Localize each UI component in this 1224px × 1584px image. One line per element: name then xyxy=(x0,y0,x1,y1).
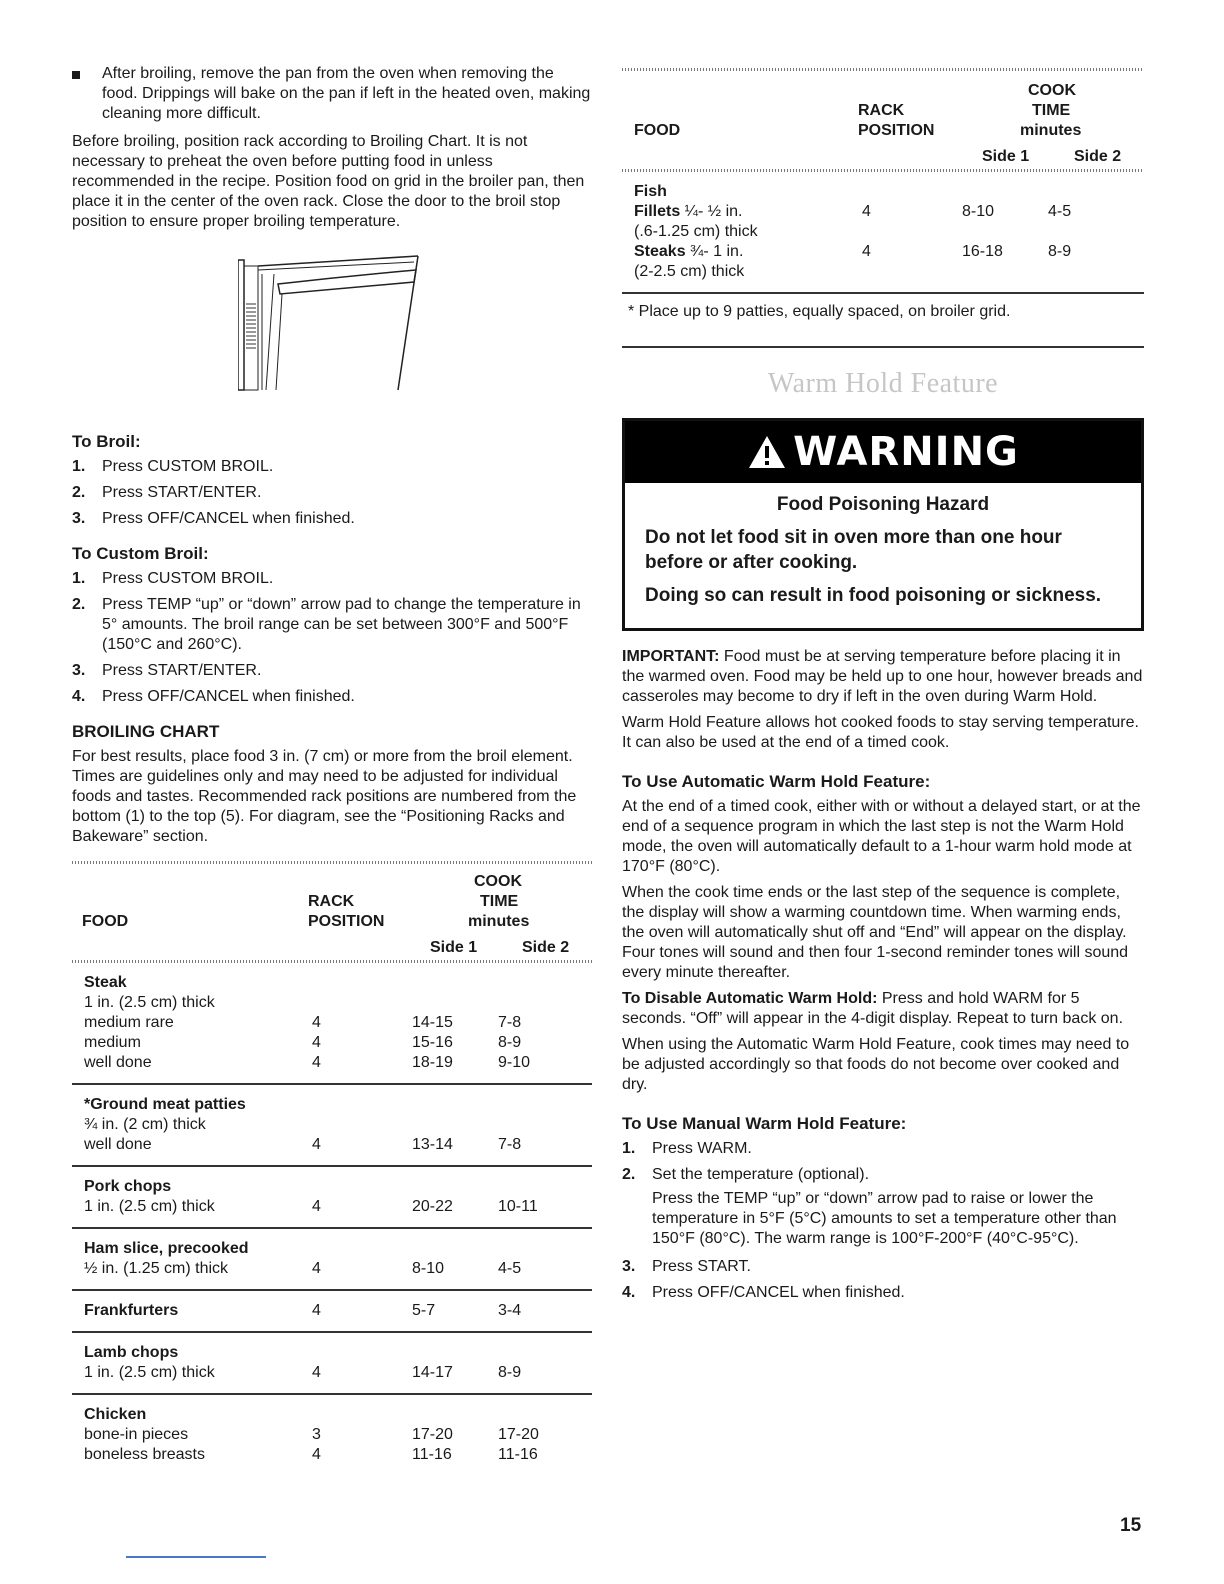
table-line xyxy=(72,1135,592,1155)
broil-tip-bullet: After broiling, remove the pan from the oven when removing the food. Drippings will bake on the pan if left in the heated oven, making cleaning more difficult. xyxy=(72,64,592,124)
table-cell: 4 xyxy=(312,1136,321,1153)
manual-step-2-detail: Press the TEMP “up” or “down” arrow pad to raise or lower the temperature in 5°F (5°C) amounts to set a temperature other than 150°F (80°C). The warm range is 100°F-200°F (40°C-95°C). xyxy=(652,1190,1117,1247)
table-cell xyxy=(498,993,578,1013)
table-row xyxy=(72,1333,592,1395)
table-cell xyxy=(412,1115,498,1135)
footnote: * Place up to 9 patties, equally spaced, on broiler grid. xyxy=(628,303,1011,320)
table-row xyxy=(72,1229,592,1291)
table-header xyxy=(72,864,592,960)
table-line xyxy=(622,182,1144,202)
to-custom-broil-title: To Custom Broil: xyxy=(72,544,209,563)
table-line xyxy=(622,262,1144,282)
table-cell: *Ground meat patties xyxy=(84,1096,246,1113)
list-item: 3. Press START. xyxy=(622,1258,751,1275)
table-cell: 4-5 xyxy=(498,1260,522,1277)
table-cell: ½ in. (1.25 cm) thick xyxy=(84,1260,229,1277)
table-cell: 8-9 xyxy=(498,1034,522,1051)
broil-table-body xyxy=(72,963,592,1475)
table-cell xyxy=(856,182,962,202)
table-cell xyxy=(306,1115,412,1135)
header-time: TIME xyxy=(480,893,519,910)
table-line xyxy=(622,222,1144,242)
table-cell: 4 xyxy=(312,1014,321,1031)
table-line xyxy=(72,1013,592,1033)
table-cell: 3 xyxy=(312,1426,321,1443)
section-title: Warm Hold Feature xyxy=(767,368,999,399)
bullet-square-icon xyxy=(72,71,80,79)
table-cell xyxy=(856,222,962,242)
table-cell: 16-18 xyxy=(962,243,1003,260)
list-item: 4. Press OFF/CANCEL when finished. xyxy=(622,1284,905,1301)
table-cell: boneless breasts xyxy=(84,1446,205,1463)
table-cell: well done xyxy=(84,1136,152,1153)
table-line xyxy=(72,1301,592,1321)
table-cell: 4 xyxy=(312,1302,321,1319)
table-cell: 17-20 xyxy=(498,1426,539,1443)
list-item: 2. Press START/ENTER. xyxy=(72,484,262,501)
table-cell: Fish xyxy=(634,183,667,200)
table-cell: 20-22 xyxy=(412,1198,453,1215)
table-cell: 1 in. (2.5 cm) thick xyxy=(84,1198,215,1215)
table-cell: Ham slice, precooked xyxy=(84,1240,249,1257)
to-custom-broil-steps xyxy=(72,569,592,707)
list-item: 2. Press TEMP “up” or “down” arrow pad to change the temperature in 5° amounts. The broil range can be set between 300°F and 500°F (150°C and 260°C). xyxy=(72,596,581,653)
table-line xyxy=(72,993,592,1013)
table-cell: 4 xyxy=(312,1364,321,1381)
table-row xyxy=(72,1167,592,1229)
warning-box xyxy=(622,418,1144,631)
table-line xyxy=(72,1197,592,1217)
table-cell xyxy=(412,1343,498,1363)
fish-chart-table xyxy=(622,68,1144,292)
table-cell: bone-in pieces xyxy=(84,1426,189,1443)
table-cell xyxy=(498,1177,578,1197)
table-cell xyxy=(1048,262,1128,282)
table-cell: 1 in. (2.5 cm) thick xyxy=(84,994,215,1011)
table-cell: 8-9 xyxy=(498,1364,522,1381)
table-line xyxy=(72,1053,592,1073)
table-cell xyxy=(498,1343,578,1363)
table-cell: Pork chops xyxy=(84,1178,172,1195)
header-rack: RACK xyxy=(858,102,905,119)
table-header xyxy=(622,71,1144,169)
table-line xyxy=(72,1033,592,1053)
important-note: IMPORTANT: Food must be at serving temperature before placing it in the warmed oven. Food may be held up to one hour, however breads and casseroles may become to dry if left in the oven during Warm Hold. xyxy=(622,648,1143,705)
table-line xyxy=(622,242,1144,262)
table-cell: ¾ in. (2 cm) thick xyxy=(84,1116,206,1133)
table-cell: Lamb chops xyxy=(84,1344,179,1361)
section-rule xyxy=(622,346,1144,348)
table-cell xyxy=(306,973,412,993)
table-cell: 11-16 xyxy=(498,1446,538,1463)
table-line xyxy=(72,1445,592,1465)
list-item: 1. Press CUSTOM BROIL. xyxy=(72,570,274,587)
table-cell: 13-14 xyxy=(412,1136,453,1153)
manual-warm-title: To Use Manual Warm Hold Feature: xyxy=(622,1114,907,1133)
list-item: 3. Press OFF/CANCEL when finished. xyxy=(72,510,355,527)
table-cell xyxy=(498,1115,578,1135)
warning-line-2: Doing so can result in food poisoning or sickness. xyxy=(645,585,1102,606)
feature-description: Warm Hold Feature allows hot cooked foods to stay serving temperature. It can also be used at the end of a timed cook. xyxy=(622,714,1139,751)
header-time: TIME xyxy=(1032,102,1071,119)
table-cell: 14-15 xyxy=(412,1014,453,1031)
table-cell xyxy=(498,1239,578,1259)
auto-warm-p2: When the cook time ends or the last step of the sequence is complete, the display will show a warming countdown time. When warming ends, the oven will automatically shut off and “End” will appear on the display. Four tones will sound and then four 1-second reminder tones will sound every minute thereafter. xyxy=(622,884,1129,981)
manual-warm-steps xyxy=(622,1139,1144,1303)
table-cell: Steaks ¾- 1 in. xyxy=(634,243,744,260)
table-cell xyxy=(498,1095,578,1115)
table-cell: 5-7 xyxy=(412,1302,436,1319)
table-cell xyxy=(412,993,498,1013)
table-cell: (.6-1.25 cm) thick xyxy=(634,223,758,240)
table-row xyxy=(72,1291,592,1333)
header-side2: Side 2 xyxy=(1074,148,1122,165)
table-line xyxy=(72,1239,592,1259)
broiling-chart-table xyxy=(72,861,592,1475)
header-minutes: minutes xyxy=(1020,122,1082,139)
header-side1: Side 1 xyxy=(982,148,1030,165)
header-position: POSITION xyxy=(858,122,935,139)
right-column xyxy=(622,68,1144,1309)
table-cell xyxy=(306,1405,412,1425)
fish-table-body xyxy=(622,172,1144,292)
warning-header xyxy=(625,421,1141,483)
table-cell xyxy=(306,993,412,1013)
broiling-chart-intro: For best results, place food 3 in. (7 cm) or more from the broil element. Times are guidelines only and may need to be adjusted for individual foods and tastes. Recommended rack positions are numbered from the bottom (1) to the top (5). For diagram, see the “Positioning Racks and Bakeware” section. xyxy=(72,748,577,845)
table-line xyxy=(72,973,592,993)
list-item: 2. Set the temperature (optional). Press the TEMP “up” or “down” arrow pad to raise or lower the temperature in 5°F (5°C) amounts to set a temperature other than 150°F (80°C). The warm range is 100°F-200°F (40°C-95°C). xyxy=(622,1165,1144,1249)
table-cell xyxy=(498,973,578,993)
left-column xyxy=(72,64,592,1475)
table-cell xyxy=(306,1239,412,1259)
table-cell xyxy=(412,1405,498,1425)
table-cell: 4 xyxy=(312,1054,321,1071)
table-line xyxy=(72,1343,592,1363)
table-row xyxy=(72,1395,592,1475)
header-cook: COOK xyxy=(474,873,522,890)
table-cell: Frankfurters xyxy=(84,1302,179,1319)
table-cell xyxy=(306,1343,412,1363)
header-side2: Side 2 xyxy=(522,939,570,956)
table-line xyxy=(72,1115,592,1135)
header-food: FOOD xyxy=(82,913,129,930)
table-cell: 8-9 xyxy=(1048,243,1072,260)
broiling-chart-title: BROILING CHART xyxy=(72,722,220,741)
list-item: 3. Press START/ENTER. xyxy=(72,662,262,679)
blue-underline xyxy=(126,1556,266,1558)
warning-triangle-icon xyxy=(747,434,787,470)
oven-door-icon xyxy=(238,254,428,396)
header-side1: Side 1 xyxy=(430,939,478,956)
table-line xyxy=(622,202,1144,222)
table-cell: 11-16 xyxy=(412,1446,452,1463)
header-rack: RACK xyxy=(308,893,355,910)
table-cell: 7-8 xyxy=(498,1014,522,1031)
to-broil-title: To Broil: xyxy=(72,432,141,451)
table-cell xyxy=(498,1405,578,1425)
table-cell xyxy=(306,1095,412,1115)
header-cook: COOK xyxy=(1028,82,1076,99)
table-cell: 4-5 xyxy=(1048,203,1072,220)
table-cell: 8-10 xyxy=(962,203,995,220)
disable-auto-warm: To Disable Automatic Warm Hold: Press and hold WARM for 5 seconds. “Off” will appear in the 4-digit display. Repeat to turn back on. xyxy=(622,990,1124,1027)
table-line xyxy=(72,1425,592,1445)
header-food: FOOD xyxy=(634,122,681,139)
header-position: POSITION xyxy=(308,913,385,930)
table-row xyxy=(622,172,1144,292)
table-cell: 4 xyxy=(862,243,871,260)
table-cell xyxy=(412,1239,498,1259)
table-line xyxy=(72,1095,592,1115)
table-cell: 7-8 xyxy=(498,1136,522,1153)
list-item: 1. Press CUSTOM BROIL. xyxy=(72,458,274,475)
table-cell: 4 xyxy=(312,1260,321,1277)
table-cell xyxy=(1048,222,1128,242)
table-cell: medium xyxy=(84,1034,141,1051)
table-cell xyxy=(306,1177,412,1197)
table-cell: Fillets ¼- ½ in. xyxy=(634,203,743,220)
table-line xyxy=(72,1363,592,1383)
warning-body xyxy=(625,483,1141,628)
warning-label: WARNING xyxy=(793,429,1019,475)
table-cell: 10-11 xyxy=(498,1198,538,1215)
table-cell xyxy=(412,973,498,993)
table-cell: Steak xyxy=(84,974,127,991)
table-cell: 4 xyxy=(312,1034,321,1051)
table-line xyxy=(72,1177,592,1197)
table-cell xyxy=(962,222,1048,242)
table-cell xyxy=(412,1177,498,1197)
table-line xyxy=(72,1405,592,1425)
auto-warm-p3: When using the Automatic Warm Hold Feature, cook times may need to be adjusted accordingly so that foods do not become over cooked and dry. xyxy=(622,1036,1130,1093)
page-number: 15 xyxy=(1120,1515,1142,1536)
table-cell: 4 xyxy=(312,1198,321,1215)
table-cell: 3-4 xyxy=(498,1302,522,1319)
table-cell: 9-10 xyxy=(498,1054,531,1071)
table-row xyxy=(72,963,592,1085)
table-cell: medium rare xyxy=(84,1014,174,1031)
header-minutes: minutes xyxy=(468,913,530,930)
table-cell: 14-17 xyxy=(412,1364,453,1381)
table-row xyxy=(72,1085,592,1167)
table-cell: 8-10 xyxy=(412,1260,445,1277)
table-line xyxy=(72,1259,592,1279)
table-cell: 1 in. (2.5 cm) thick xyxy=(84,1364,215,1381)
table-cell: 4 xyxy=(312,1446,321,1463)
warning-line-1: Do not let food sit in oven more than one hour before or after cooking. xyxy=(645,527,1062,573)
table-cell xyxy=(1048,182,1128,202)
to-broil-steps xyxy=(72,457,592,529)
table-cell: 4 xyxy=(862,203,871,220)
table-cell xyxy=(412,1095,498,1115)
table-cell: 15-16 xyxy=(412,1034,453,1051)
table-cell xyxy=(962,262,1048,282)
oven-door-broil-stop-illustration xyxy=(238,254,592,401)
table-bottom-rule xyxy=(622,292,1144,294)
list-item: 4. Press OFF/CANCEL when finished. xyxy=(72,688,355,705)
table-cell: (2-2.5 cm) thick xyxy=(634,263,745,280)
auto-warm-p1: At the end of a timed cook, either with or without a delayed start, or at the end of a sequence program in which the last step is not the Warm Hold mode, the oven will automatically default to a 1-hour warm hold mode at 170°F (80°C). xyxy=(622,798,1141,875)
table-cell xyxy=(962,182,1048,202)
list-item: 1. Press WARM. xyxy=(622,1140,752,1157)
broil-intro: Before broiling, position rack according to Broiling Chart. It is not necessary to preheat the oven before putting food in unless recommended in the recipe. Position food on grid in the broiler pan, then place it in the center of the oven rack. Close the door to the broil stop position to ensure proper broiling temperature. xyxy=(72,133,585,230)
auto-warm-title: To Use Automatic Warm Hold Feature: xyxy=(622,772,931,791)
table-cell: Chicken xyxy=(84,1406,147,1423)
table-cell: 18-19 xyxy=(412,1054,453,1071)
table-cell: 17-20 xyxy=(412,1426,453,1443)
warning-hazard: Food Poisoning Hazard xyxy=(776,494,990,515)
table-cell xyxy=(856,262,962,282)
table-cell: well done xyxy=(84,1054,152,1071)
